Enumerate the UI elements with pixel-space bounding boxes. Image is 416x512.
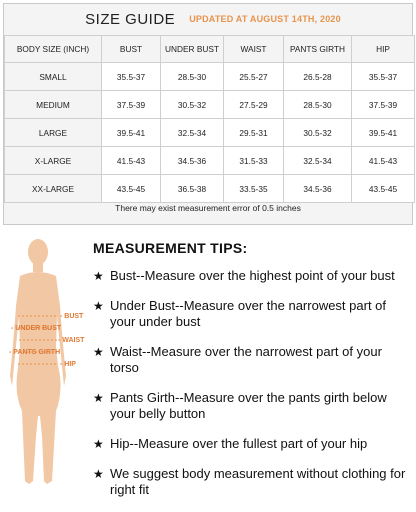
hip-label: - HIP	[60, 361, 76, 368]
table-cell: 43.5-45	[352, 175, 415, 203]
updated-date: UPDATED AT AUGUST 14TH, 2020	[189, 14, 341, 24]
tip-item	[93, 436, 413, 452]
size-guide-title: SIZE GUIDE	[85, 10, 176, 28]
column-header: BUST	[102, 36, 161, 63]
table-cell: 32.5-34	[284, 147, 352, 175]
table-cell: 28.5-30	[284, 91, 352, 119]
table-cell: 28.5-30	[161, 63, 224, 91]
column-header: WAIST	[224, 36, 284, 63]
table-cell: 37.5-39	[102, 91, 161, 119]
size-label: SMALL	[5, 63, 102, 91]
measurement-tips	[93, 240, 413, 512]
under-bust-label: - UNDER BUST	[11, 325, 62, 332]
table-cell: 29.5-31	[224, 119, 284, 147]
table-cell: 25.5-27	[224, 63, 284, 91]
table-header-row	[5, 36, 415, 63]
table-cell: 26.5-28	[284, 63, 352, 91]
table-cell: 34.5-36	[284, 175, 352, 203]
table-row	[5, 147, 415, 175]
tip-text: We suggest body measurement without clothing for right fit	[110, 466, 406, 497]
table-cell: 43.5-45	[102, 175, 161, 203]
tip-item	[93, 268, 413, 284]
tip-item	[93, 390, 413, 422]
table-cell: 32.5-34	[161, 119, 224, 147]
table-cell: 41.5-43	[352, 147, 415, 175]
tip-text: Under Bust--Measure over the narrowest part of your under bust	[110, 298, 387, 329]
pants-girth-label: - PANTS GIRTH	[9, 349, 61, 356]
body-silhouette	[10, 239, 66, 484]
size-table	[4, 35, 415, 203]
measurement-note: There may exist measurement error of 0.5 inches	[115, 203, 301, 213]
table-row	[5, 91, 415, 119]
star-icon: ★	[93, 437, 104, 451]
column-header: HIP	[352, 36, 415, 63]
table-cell: 35.5-37	[102, 63, 161, 91]
star-icon: ★	[93, 299, 104, 313]
bust-label: - BUST	[60, 313, 84, 320]
table-cell: 27.5-29	[224, 91, 284, 119]
waist-label: - WAIST	[58, 337, 85, 344]
size-guide-header	[4, 4, 412, 34]
size-label: X-LARGE	[5, 147, 102, 175]
table-cell: 31.5-33	[224, 147, 284, 175]
table-cell: 39.5-41	[352, 119, 415, 147]
star-icon: ★	[93, 391, 104, 405]
table-row	[5, 119, 415, 147]
star-icon: ★	[93, 269, 104, 283]
star-icon: ★	[93, 345, 104, 359]
table-cell: 41.5-43	[102, 147, 161, 175]
table-cell: 36.5-38	[161, 175, 224, 203]
tip-item	[93, 298, 413, 330]
tip-item	[93, 344, 413, 376]
star-icon: ★	[93, 467, 104, 481]
table-cell: 30.5-32	[284, 119, 352, 147]
table-cell: 33.5-35	[224, 175, 284, 203]
tip-text: Waist--Measure over the narrowest part of your torso	[110, 344, 382, 375]
column-header: PANTS GIRTH	[284, 36, 352, 63]
column-header: UNDER BUST	[161, 36, 224, 63]
size-label: MEDIUM	[5, 91, 102, 119]
size-label: XX-LARGE	[5, 175, 102, 203]
table-cell: 39.5-41	[102, 119, 161, 147]
table-row	[5, 63, 415, 91]
tip-text: Pants Girth--Measure over the pants girth below your belly button	[110, 390, 387, 421]
tip-text: Hip--Measure over the fullest part of your hip	[110, 436, 368, 451]
size-label: LARGE	[5, 119, 102, 147]
table-cell: 37.5-39	[352, 91, 415, 119]
table-row	[5, 175, 415, 203]
tips-title: MEASUREMENT TIPS:	[93, 240, 248, 256]
table-cell: 30.5-32	[161, 91, 224, 119]
body-figure-illustration	[0, 236, 100, 494]
column-header: BODY SIZE (INCH)	[5, 36, 102, 63]
table-cell: 35.5-37	[352, 63, 415, 91]
size-guide-panel	[3, 3, 413, 225]
table-cell: 34.5-36	[161, 147, 224, 175]
tip-item	[93, 466, 413, 498]
tip-text: Bust--Measure over the highest point of your bust	[110, 268, 395, 283]
